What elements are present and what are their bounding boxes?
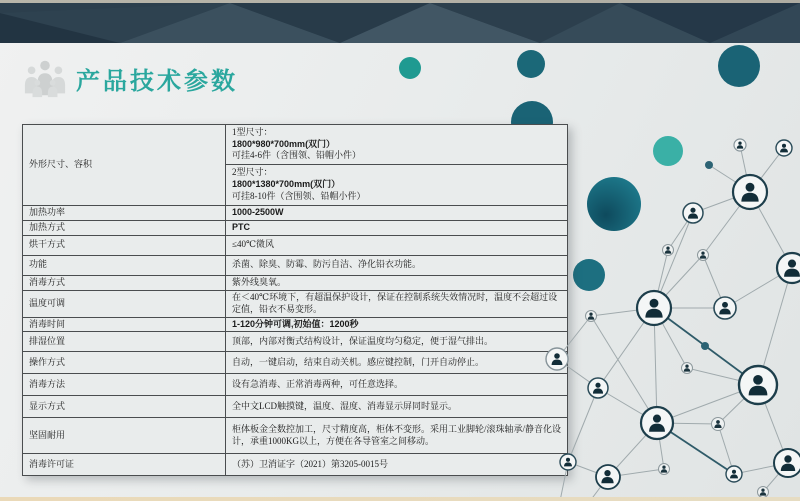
spec-value: 1000-2500W	[226, 206, 568, 221]
spec-value: 自动，一键启动，结束自动关机。感应键控制，门开自动停止。	[226, 352, 568, 374]
table-row	[23, 125, 568, 165]
spec-value: （苏）卫消证字（2021）第3205-0015号	[226, 454, 568, 476]
table-row	[23, 220, 568, 235]
table-row	[23, 352, 568, 374]
spec-line: 1800*1380*700mm(双门）	[232, 179, 341, 190]
spec-line: 可挂4-6件（含围领、铅帽小件）	[232, 150, 361, 161]
spec-line: 1800*980*700mm(双门）	[232, 138, 336, 149]
spec-line: 可挂8-10件（含围领、铅帽小件）	[232, 190, 366, 201]
person-icon	[698, 250, 709, 261]
spec-line: 1型尺寸：	[232, 126, 273, 137]
table-row	[23, 206, 568, 221]
person-icon	[777, 253, 800, 283]
network-nodes	[546, 139, 800, 498]
person-icon	[776, 140, 792, 156]
person-icon	[586, 311, 597, 322]
person-icon	[637, 291, 671, 325]
spec-value: 紫外线臭氧。	[226, 275, 568, 290]
spec-label: 操作方式	[23, 352, 226, 374]
table-row	[23, 332, 568, 352]
person-icon	[726, 466, 742, 482]
top-banner	[0, 3, 800, 43]
spec-label: 显示方式	[23, 396, 226, 418]
page-title: 产品技术参数	[76, 67, 238, 95]
person-icon	[659, 464, 670, 475]
spec-label: 消毒许可证	[23, 454, 226, 476]
spec-value: 顶部，内部对衡式结构设计，保证温度均匀稳定，便于湿气排出。	[226, 332, 568, 352]
slide-header	[22, 55, 238, 101]
bottom-edge-strip	[0, 497, 800, 501]
spec-value: 杀菌、除臭、防霉、防污自洁、净化铅衣功能。	[226, 255, 568, 275]
spec-value: 设有急消毒、正常消毒两种，可任意选择。	[226, 374, 568, 396]
spec-table	[22, 124, 568, 476]
table-row	[23, 418, 568, 454]
person-icon	[682, 363, 693, 374]
person-icon	[733, 175, 767, 209]
spec-line: 2型尺寸：	[232, 167, 273, 178]
network-dots	[701, 161, 713, 350]
spec-value: PTC	[226, 220, 568, 235]
teal-circle	[653, 136, 683, 166]
person-icon	[641, 407, 673, 439]
spec-value: 1-120分钟可调,初始值：1200秒	[226, 317, 568, 332]
teal-circle	[573, 259, 605, 291]
teal-circle	[399, 57, 421, 79]
spec-label: 消毒方式	[23, 275, 226, 290]
spec-value	[226, 125, 568, 165]
teal-circle	[718, 45, 760, 87]
person-icon	[739, 366, 777, 404]
spec-label: 烘干方式	[23, 235, 226, 255]
person-icon	[712, 418, 725, 431]
person-icon	[734, 139, 746, 151]
spec-label: 坚固耐用	[23, 418, 226, 454]
person-icon	[683, 203, 703, 223]
person-icon	[758, 487, 769, 498]
table-row	[23, 275, 568, 290]
spec-label: 温度可调	[23, 290, 226, 317]
person-icon	[588, 378, 608, 398]
table-row	[23, 317, 568, 332]
table-row	[23, 235, 568, 255]
spec-label: 消毒时间	[23, 317, 226, 332]
people-group-icon	[22, 56, 68, 100]
spec-label: 排湿位置	[23, 332, 226, 352]
spec-label: 加热方式	[23, 220, 226, 235]
network-edges	[557, 145, 792, 501]
person-icon	[774, 449, 800, 477]
spec-value: 柜体板金全数控加工，尺寸精度高，柜体不变形。采用工业脚轮/滚珠轴承/静音化设计，承重1000KG以上，方便在各导管室之间移动。	[226, 418, 568, 454]
teal-circle	[517, 50, 545, 78]
person-icon	[596, 465, 620, 489]
person-icon	[663, 245, 674, 256]
table-row	[23, 454, 568, 476]
spec-label: 外形尺寸、容积	[23, 125, 226, 206]
spec-value: ≤40℃微风	[226, 235, 568, 255]
table-row	[23, 255, 568, 275]
network-edges-bold	[654, 308, 758, 474]
spec-label: 功能	[23, 255, 226, 275]
spec-value: 在＜40℃环境下，有超温保护设计，保证在控制系统失效情况时，温度不会超过设定值，铅衣不易变形。	[226, 290, 568, 317]
table-row	[23, 396, 568, 418]
spec-label: 加热功率	[23, 206, 226, 221]
spec-label: 消毒方法	[23, 374, 226, 396]
spec-value: 全中文LCD触摸键，温度、湿度、消毒显示屏同时显示。	[226, 396, 568, 418]
spec-value	[226, 165, 568, 206]
person-icon	[714, 297, 736, 319]
table-row	[23, 290, 568, 317]
top-edge-strip	[0, 0, 800, 3]
teal-circle	[587, 177, 641, 231]
table-row	[23, 374, 568, 396]
